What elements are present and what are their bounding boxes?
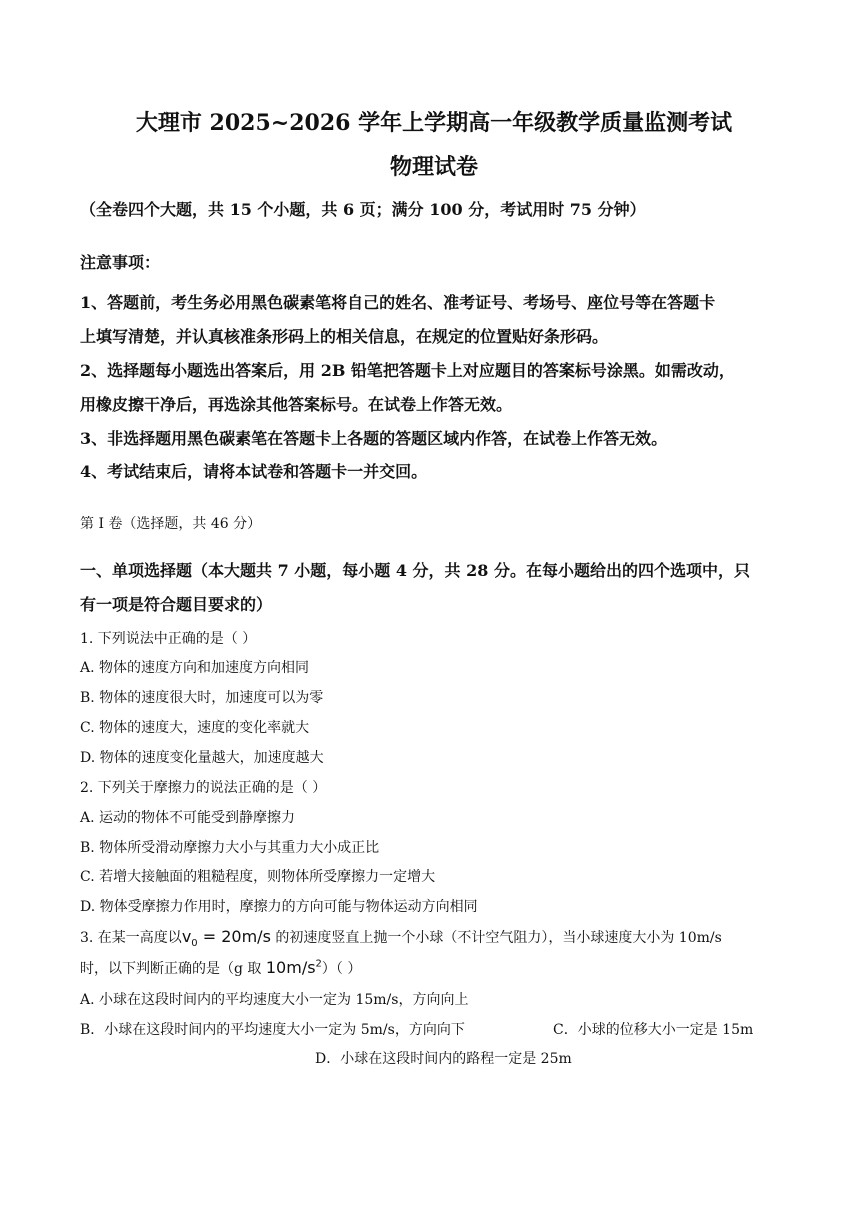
question-3-option-c: C．小球的位移大小一定是 15m [553, 1022, 754, 1038]
g-superscript: 2 [315, 958, 322, 970]
q3-stem-suffix: 的初速度竖直上抛一个小球（不计空气阻力），当小球速度大小为 10m/s [270, 930, 722, 946]
notice-line-3: 2、选择题每小题选出答案后，用 2B 铅笔把答题卡上对应题目的答案标号涂黑。如需改动， [80, 361, 735, 380]
question-3-stem-line-2 [80, 958, 361, 978]
question-2-option-b: B. 物体所受滑动摩擦力大小与其重力大小成正比 [80, 840, 380, 856]
question-3-option-d: D．小球在这段时间内的路程一定是 25m [315, 1051, 572, 1067]
notice-line-4: 用橡皮擦干净后，再选涂其他答案标号。在试卷上作答无效。 [80, 395, 513, 414]
exam-subtitle: 物理试卷 [389, 154, 478, 180]
notice-line-6: 4、考试结束后，请将本试卷和答题卡一并交回。 [80, 462, 428, 481]
v-symbol: v [181, 927, 192, 946]
question-2-stem: 2. 下列关于摩擦力的说法正确的是（ ） [80, 780, 327, 796]
v-value: = 20m/s [197, 927, 271, 946]
question-3-stem-line-1 [80, 927, 722, 949]
question-1-option-c: C. 物体的速度大，速度的变化率就大 [80, 720, 310, 736]
section-one-heading-line-2: 有一项是符合题目要求的） [80, 595, 273, 614]
question-1-option-d: D. 物体的速度变化量越大，加速度越大 [80, 750, 324, 766]
notice-line-2: 上填写清楚，并认真核准条形码上的相关信息，在规定的位置贴好条形码。 [80, 327, 609, 346]
question-3-option-a: A. 小球在这段时间内的平均速度大小一定为 15m/s，方向向上 [80, 992, 469, 1008]
exam-info: （全卷四个大题，共 15 个小题，共 6 页；满分 100 分，考试用时 75 分钟） [80, 200, 646, 219]
question-1-stem: 1. 下列说法中正确的是（ ） [80, 631, 257, 647]
v-subscript: 0 [191, 938, 198, 950]
question-1-option-a: A. 物体的速度方向和加速度方向相同 [80, 660, 310, 676]
g-value: 10m/s [265, 958, 316, 977]
question-2-option-d: D. 物体受摩擦力作用时，摩擦力的方向可能与物体运动方向相同 [80, 899, 478, 915]
q3-line2-suffix: ）（ ） [321, 961, 362, 977]
q3-stem-prefix: 3. 在某一高度以 [80, 930, 182, 946]
part-one-heading: 第 I 卷（选择题，共 46 分） [80, 516, 262, 532]
gravity-value [266, 958, 322, 977]
notice-heading: 注意事项： [80, 253, 161, 272]
question-2-option-c: C. 若增大接触面的粗糙程度，则物体所受摩擦力一定增大 [80, 869, 436, 885]
notice-line-1: 1、答题前，考生务必用黑色碳素笔将自己的姓名、准考证号、考场号、座位号等在答题卡 [80, 293, 716, 312]
question-1-option-b: B. 物体的速度很大时，加速度可以为零 [80, 690, 324, 706]
question-3-option-b: B．小球在这段时间内的平均速度大小一定为 5m/s，方向向下 [80, 1022, 465, 1038]
exam-title: 大理市 2025~2026 学年上学期高一年级教学质量监测考试 [135, 110, 733, 136]
notice-line-5: 3、非选择题用黑色碳素笔在答题卡上各题的答题区域内作答，在试卷上作答无效。 [80, 429, 668, 448]
question-2-option-a: A. 运动的物体不可能受到静摩擦力 [80, 810, 296, 826]
section-one-heading-line-1: 一、单项选择题（本大题共 7 小题，每小题 4 分，共 28 分。在每小题给出的四个选项中，只 [80, 561, 750, 580]
q3-line2-prefix: 时，以下判断正确的是（g 取 [80, 961, 266, 977]
initial-velocity-symbol [181, 927, 271, 950]
